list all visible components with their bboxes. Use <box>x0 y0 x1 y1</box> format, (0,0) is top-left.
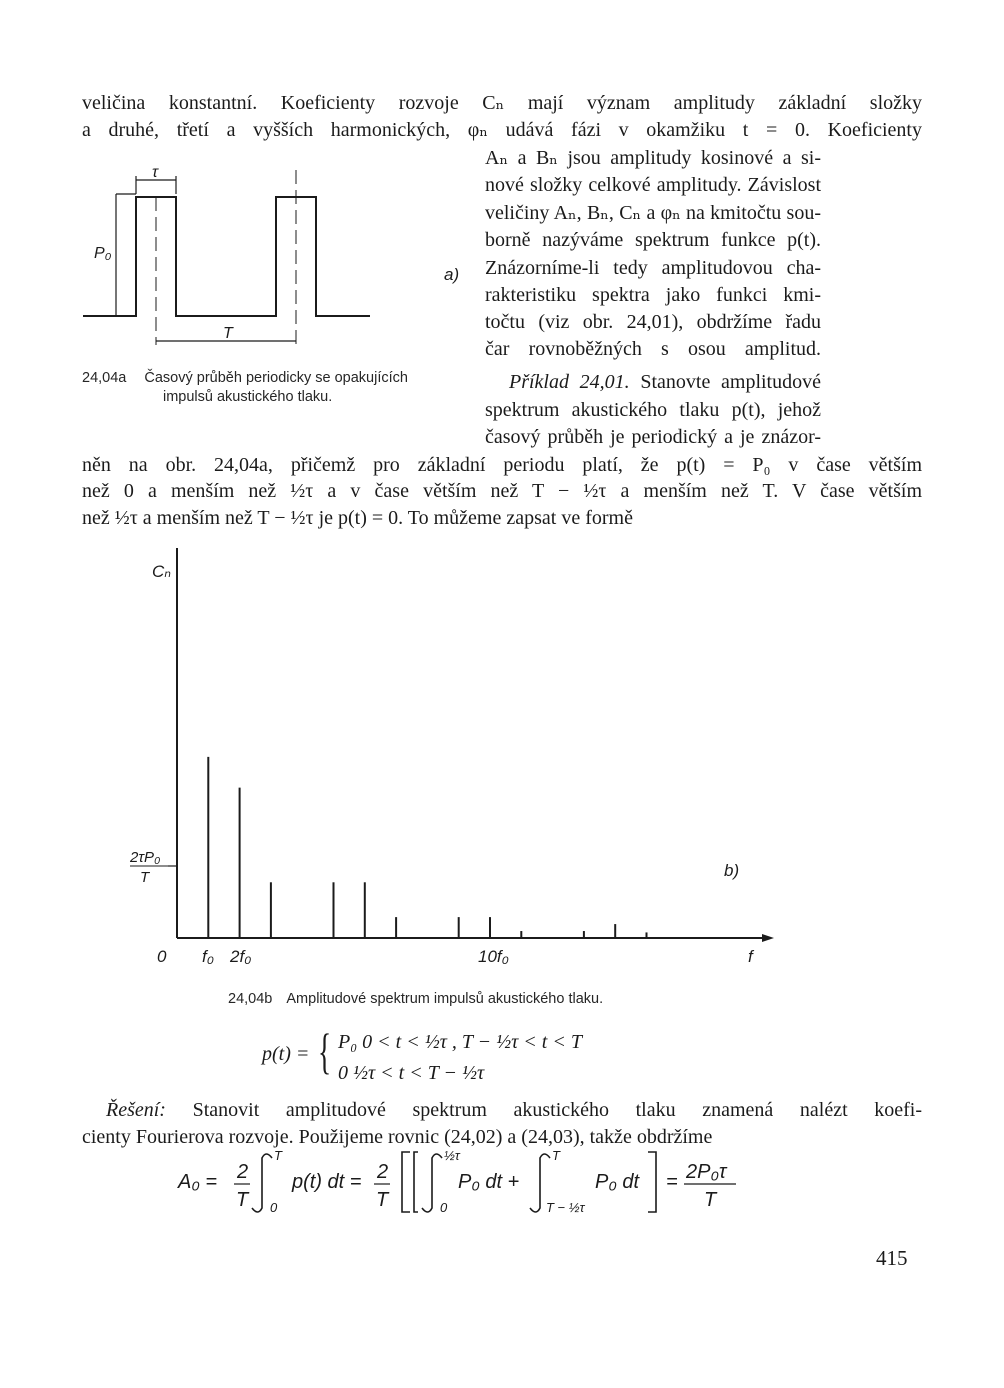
text-right-8: čar rovnoběžných s osou amplitud. <box>485 338 821 360</box>
figure-b-panel-label: b) <box>724 861 740 880</box>
text-right-10: spektrum akustického tlaku p(t), jehož <box>485 399 821 421</box>
text-line-1: veličina konstantní. Koeficienty rozvoje Cₙ mají význam amplitudy základní složky <box>82 92 922 114</box>
a0-equals: = <box>666 1171 678 1193</box>
solution-lead: Řešení: <box>106 1099 166 1121</box>
int2-lower: 0 <box>440 1200 448 1215</box>
figure-b-x-arrow <box>762 934 774 942</box>
bracket-left <box>402 1152 418 1212</box>
figure-a-t-label: T <box>223 325 233 342</box>
figure-b-caption-num: 24,04b <box>228 991 273 1007</box>
figure-a-tau-label: τ <box>152 164 158 181</box>
a0-frac2-num: 2 <box>377 1161 389 1183</box>
figure-a-panel-label: a) <box>444 265 460 284</box>
example-text: Stanovte amplitudové <box>629 371 821 393</box>
text-right-6: rakteristiku spektra jako funkci kmi- <box>485 284 821 306</box>
figure-b-level-numerator: 2τP₀ <box>130 849 161 866</box>
a0-frac2-den: T <box>376 1189 389 1211</box>
text-right-1: Aₙ a Bₙ jsou amplitudy kosinové a si- <box>485 147 821 169</box>
piecewise-lhs: p(t) = <box>262 1043 310 1065</box>
figure-a-caption-line1: Časový průběh periodicky se opakujících <box>144 370 408 386</box>
a0-result-den: T <box>704 1189 717 1211</box>
a0-lhs: A₀ = <box>178 1171 218 1193</box>
figure-b-x-2f0: 2f₀ <box>230 947 252 966</box>
solution-text-1: Stanovit amplitudové spektrum akustického tlaku znamená nalézt koefi- <box>165 1099 922 1121</box>
a0-result-num: 2P₀τ <box>686 1161 727 1183</box>
integral-1 <box>252 1154 272 1212</box>
text-line-4: než 0 a menším než ½τ a v čase větším než T − ½τ a menším než T. V čase větším <box>82 480 922 502</box>
text-right-11: časový průběh je periodický a je znázor- <box>485 426 821 448</box>
a0-body-2: P₀ dt + <box>458 1171 520 1193</box>
figure-b-x-label: f <box>748 947 753 966</box>
a0-body-3: P₀ dt <box>595 1171 640 1193</box>
text-right-7: točtu (viz obr. 24,01), obdržíme řadu <box>485 311 821 333</box>
figure-b-y-label: Cₙ <box>152 562 172 581</box>
piecewise-brace: { <box>318 1023 332 1079</box>
figure-a-p0-label: P₀ <box>94 245 112 262</box>
figure-a-caption-line2: impulsů akustického tlaku. <box>163 389 333 405</box>
solution-line-1 <box>82 1097 922 1123</box>
piecewise-case-2: 0 ½τ < t < T − ½τ <box>338 1062 485 1084</box>
text-right-2: nové složky celkové amplitudy. Závislost <box>485 174 821 196</box>
a0-formula <box>170 1146 750 1216</box>
a0-body-1: p(t) dt = <box>292 1171 362 1193</box>
text-line-3: něn na obr. 24,04a, přičemž pro základní periodu platí, že p(t) = P₀ v čase větším <box>82 454 922 476</box>
integral-2 <box>422 1154 442 1212</box>
page-number: 415 <box>876 1246 908 1270</box>
int1-upper: T <box>274 1148 282 1163</box>
text-line-5: než ½τ a menším než T − ½τ je p(t) = 0. To můžeme zapsat ve formě <box>82 507 633 529</box>
int3-upper: T <box>552 1148 560 1163</box>
a0-frac-num: 2 <box>237 1161 249 1183</box>
text-right-4: borně nazýváme spektrum funkce p(t). <box>485 229 821 251</box>
figure-b-x-origin: 0 <box>157 947 167 966</box>
text-right-3: veličiny Aₙ, Bₙ, Cₙ a φₙ na kmitočtu sou- <box>485 202 821 224</box>
figure-b-caption-text: Amplitudové spektrum impulsů akustického tlaku. <box>286 991 604 1007</box>
int2-upper: ½τ <box>444 1148 460 1163</box>
figure-a-caption-num: 24,04a <box>82 370 127 386</box>
figure-b-x-f0: f₀ <box>202 947 214 966</box>
a0-frac-den: T <box>236 1189 249 1211</box>
int1-lower: 0 <box>270 1200 278 1215</box>
figure-b-level-denominator: T <box>140 869 150 886</box>
text-line-2: a druhé, třetí a vyšších harmonických, φₙ udává fázi v okamžiku t = 0. Koeficienty <box>82 119 922 141</box>
piecewise-case-1: P₀ 0 < t < ½τ , T − ½τ < t < T <box>338 1031 582 1053</box>
example-lead: Příklad 24,01. <box>509 371 630 393</box>
int3-lower: T − ½τ <box>546 1200 585 1215</box>
solution-line-2: cienty Fourierova rozvoje. Použijeme rovnic (24,02) a (24,03), takže obdržíme <box>82 1126 713 1148</box>
figure-b-x-10f0: 10f₀ <box>478 947 509 966</box>
figure-b-caption <box>228 990 603 1009</box>
bracket-right <box>648 1152 656 1212</box>
text-right-5: Znázorníme-li tedy amplitudovou cha- <box>485 257 821 279</box>
